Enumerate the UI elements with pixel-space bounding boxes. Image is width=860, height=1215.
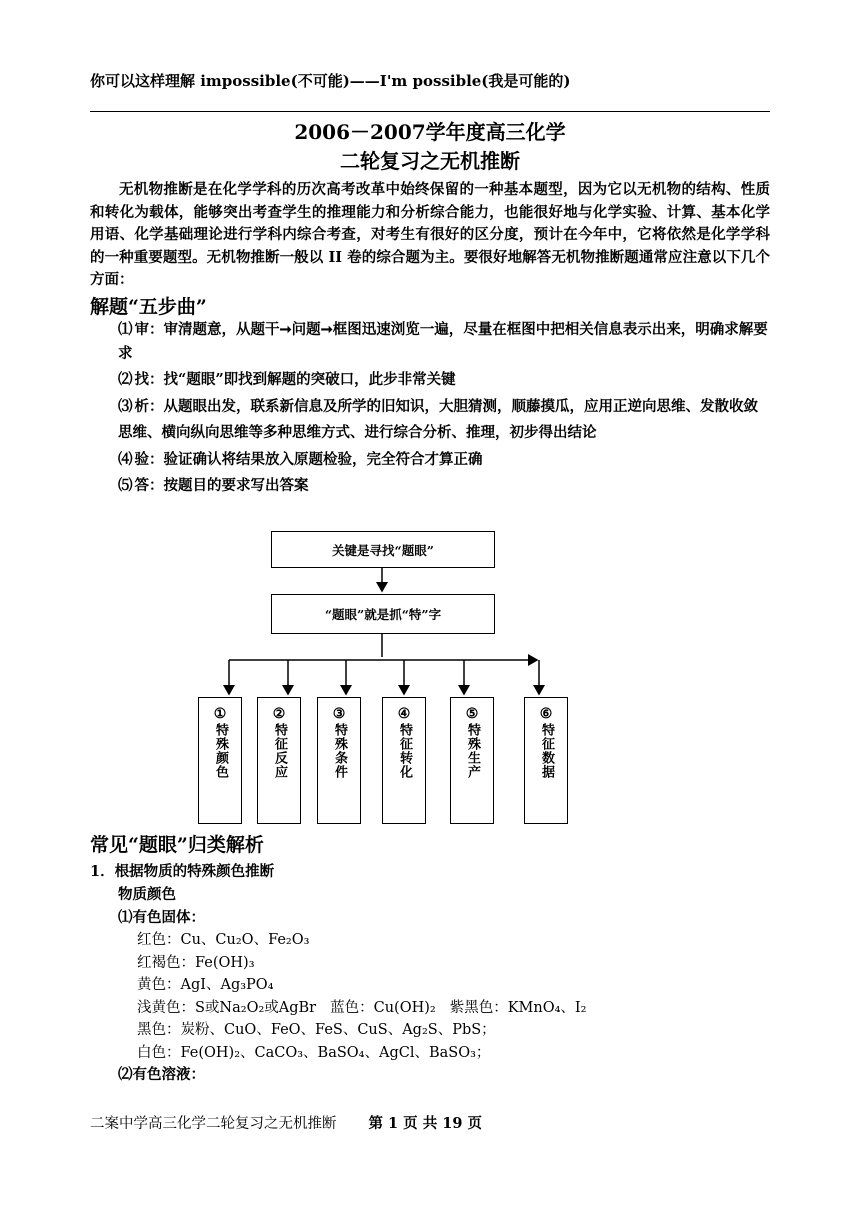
- step-item: ⑵ 找：找“题眼”即找到解题的突破口，此步非常关键: [118, 371, 456, 388]
- flow-leaf-box: ⑥ 特征数据: [524, 697, 568, 824]
- flow-top-box: 关键是寻找“题眼”: [271, 531, 495, 568]
- color-line: 红色：Cu、Cu₂O、Fe₂O₃: [137, 932, 310, 948]
- flow-leaf-box: ③ 特殊条件: [317, 697, 361, 824]
- color-line: 红褐色：Fe(OH)₃: [137, 954, 255, 971]
- color-line: 黄色：AgI、Ag₃PO₄: [137, 977, 274, 993]
- header-motto: 你可以这样理解 impossible(不可能)——I'm possible(我是可能的): [90, 72, 571, 90]
- document-title: 2006－2007学年度高三化学: [294, 120, 566, 144]
- step-item: ⑸ 答：按题目的要求写出答案: [118, 477, 309, 494]
- flow-leaf-box: ④ 特征转化: [382, 697, 426, 824]
- flow-leaf-box: ① 特殊颜色: [198, 697, 242, 824]
- page-number: 第 1 页 共 19 页: [368, 1115, 483, 1132]
- flow-leaf-box: ⑤ 特殊生产: [450, 697, 494, 824]
- common-heading: 常见“题眼”归类解析: [90, 834, 264, 856]
- document-subtitle: 二轮复习之无机推断: [340, 149, 520, 173]
- flow-mid-box: “题眼”就是抓“特”字: [271, 594, 495, 634]
- flow-leaf-box: ② 特征反应: [257, 697, 301, 824]
- subsection-title: ⑴有色固体：: [118, 909, 205, 926]
- color-line: 黑色：炭粉、CuO、FeO、FeS、CuS、Ag₂S、PbS；: [137, 1022, 496, 1038]
- intro-paragraph: 无机物推断是在化学学科的历次高考改革中始终保留的一种基本题型，因为它以无机物的结构、性质和转化为载体，能够突出考查学生的推理能力和分析综合能力，也能很好地与化学实验、计算、基本化学用语、化学基础理论进行学科内综合考查，对考生有很好的区分度，预计在今年中，它将依然是化学学科的一种重要题型。无机物推断一般以 II 卷的综合题为主。要很好地解答无机物推断题通常应注意以下几个方面：: [90, 181, 770, 288]
- step-item: ⑶ 析：从题眼出发，联系新信息及所学的旧知识，大胆猜测，顺藤摸瓜，应用正逆向思维、发散收敛思维、横向纵向思维等多种思维方式、进行综合分析、推理，初步得出结论: [118, 398, 758, 441]
- color-list: [137, 929, 586, 1064]
- step-item: ⑴ 审：审清题意，从题干➞问题➞框图迅速浏览一遍，尽量在框图中把相关信息表示出来，明确求解要求: [118, 321, 768, 362]
- page-footer: [90, 1112, 482, 1133]
- section-subtitle: 物质颜色: [118, 886, 176, 903]
- footer-doc-name: 二案中学高三化学二轮复习之无机推断: [90, 1116, 337, 1132]
- section-title: 1．根据物质的特殊颜色推断: [90, 863, 275, 880]
- color-line: 浅黄色：S或Na₂O₂或AgBr 蓝色：Cu(OH)₂ 紫黑色：KMnO₄、I₂: [137, 999, 587, 1016]
- steps-heading: 解题“五步曲”: [90, 296, 207, 318]
- color-line: 白色：Fe(OH)₂、CaCO₃、BaSO₄、AgCl、BaSO₃；: [137, 1044, 491, 1061]
- subsection-title: ⑵有色溶液：: [118, 1066, 205, 1083]
- step-item: ⑷ 验：验证确认将结果放入原题检验，完全符合才算正确: [118, 451, 483, 468]
